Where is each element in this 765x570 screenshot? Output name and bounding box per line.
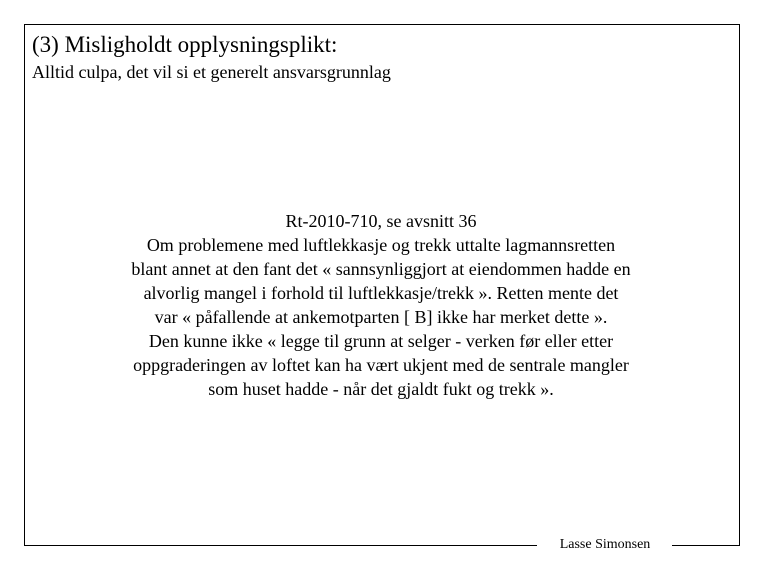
body-line: alvorlig mangel i forhold til luftlekkasje/trekk ». Retten mente det: [143, 283, 619, 303]
slide-subtitle: Alltid culpa, det vil si et generelt ansvarsgrunnlag: [32, 62, 391, 82]
frame-bottom-line-right: [672, 545, 739, 546]
frame-bottom-line-left: [24, 545, 537, 546]
body-line: blant annet at den fant det « sannsynliggjort at eiendommen hadde en: [131, 259, 631, 279]
body-line: som huset hadde - når det gjaldt fukt og trekk ».: [208, 379, 554, 399]
body-line: Om problemene med luftlekkasje og trekk uttalte lagmannsretten: [146, 235, 616, 255]
body-line-citation: Rt-2010-710, se avsnitt 36: [285, 211, 477, 231]
body-line: oppgraderingen av loftet kan ha vært ukjent med de sentrale mangler: [133, 355, 629, 375]
slide-body: [40, 209, 722, 401]
body-line: var « påfallende at ankemotparten [ B] ikke har merket dette ».: [154, 307, 608, 327]
slide-title: (3) Misligholdt opplysningsplikt:: [32, 32, 338, 57]
body-line: Den kunne ikke « legge til grunn at selger - verken før eller etter: [148, 331, 614, 351]
slide-footer-author: Lasse Simonsen: [545, 536, 665, 554]
